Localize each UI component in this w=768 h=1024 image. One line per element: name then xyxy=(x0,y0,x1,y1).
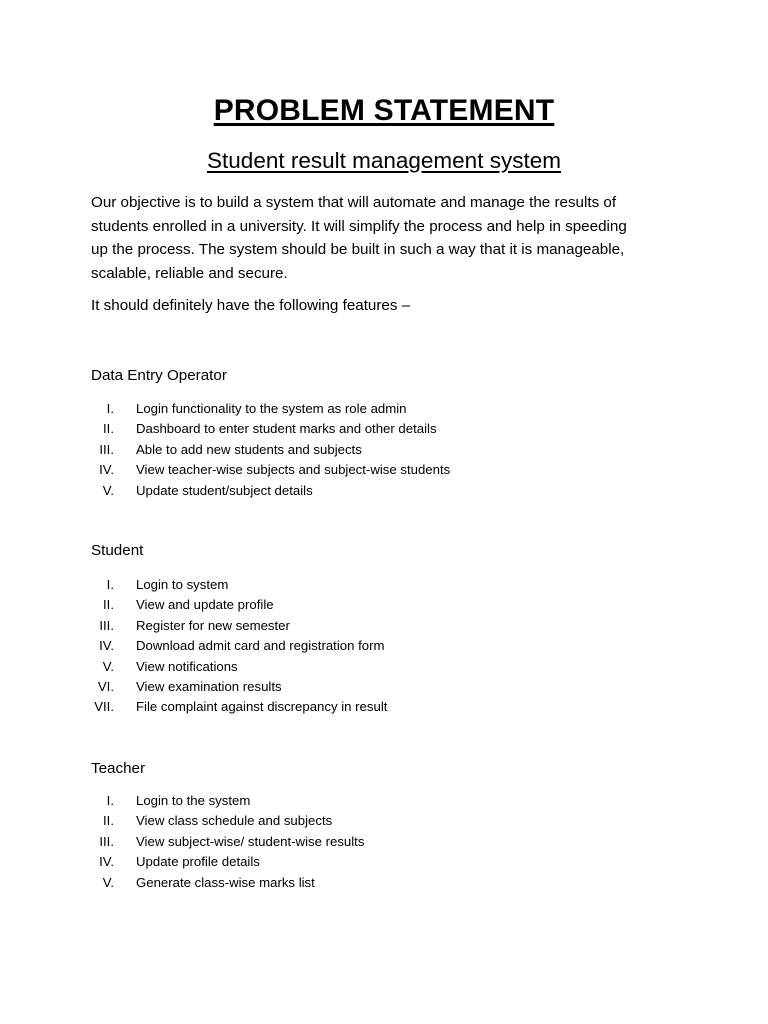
list-item-number: I. xyxy=(106,577,114,592)
intro-line: scalable, reliable and secure. xyxy=(91,265,288,283)
list-item-text: View examination results xyxy=(136,678,282,694)
list-item-text: Download admit card and registration form xyxy=(136,638,385,654)
list-item-number: I. xyxy=(106,401,114,416)
intro-line: Our objective is to build a system that will automate and manage the results of xyxy=(91,194,617,211)
page-subtitle: Student result management system xyxy=(207,148,561,173)
list-item-number: V. xyxy=(102,874,114,890)
list-item-text: View subject-wise/ student-wise results xyxy=(136,833,365,849)
list-item-text: Able to add new students and subjects xyxy=(136,441,362,457)
list-item-number: II. xyxy=(103,421,114,437)
list-item-number: VI. xyxy=(97,678,114,694)
list-item-number: V. xyxy=(102,482,114,498)
intro-paragraph xyxy=(91,191,691,286)
page-title: PROBLEM STATEMENT xyxy=(213,94,555,127)
list-item-text: Update profile details xyxy=(136,854,260,870)
list-item-text: View notifications xyxy=(136,658,238,674)
list-item-text: File complaint against discrepancy in result xyxy=(136,699,388,715)
section-heading-student: Student xyxy=(91,542,144,559)
list-item-text: Update student/subject details xyxy=(136,482,313,498)
list-item-number: III. xyxy=(99,833,114,849)
list-item-text: Login to system xyxy=(136,577,229,592)
list-item-text: Generate class-wise marks list xyxy=(136,874,315,890)
list-item-number: VII. xyxy=(94,699,114,715)
list-item-number: I. xyxy=(106,793,114,808)
list-item-number: III. xyxy=(99,441,114,457)
list-item-number: IV. xyxy=(99,462,114,478)
list-item-text: Dashboard to enter student marks and other details xyxy=(136,421,437,437)
list-item-number: IV. xyxy=(99,854,114,870)
list-item-text: Register for new semester xyxy=(136,617,290,633)
features-intro: It should definitely have the following features – xyxy=(91,297,411,314)
section-heading-teacher: Teacher xyxy=(91,760,146,777)
list-item-number: IV. xyxy=(99,638,114,654)
list-item-number: II. xyxy=(103,597,114,613)
list-item-text: View teacher-wise subjects and subject-wise students xyxy=(136,462,451,478)
list-item-text: Login to the system xyxy=(136,793,251,808)
list-item-text: View and update profile xyxy=(136,597,274,613)
list-item-number: V. xyxy=(102,658,114,674)
intro-line: up the process. The system should be built in such a way that it is manageable, xyxy=(91,241,625,259)
list-item-text: Login functionality to the system as role admin xyxy=(136,401,407,416)
intro-line: students enrolled in a university. It will simplify the process and help in speeding xyxy=(91,217,627,235)
section-heading-data-entry-operator: Data Entry Operator xyxy=(91,367,227,384)
list-item-text: View class schedule and subjects xyxy=(136,813,333,829)
list-item-number: III. xyxy=(99,617,114,633)
list-item-number: II. xyxy=(103,813,114,829)
